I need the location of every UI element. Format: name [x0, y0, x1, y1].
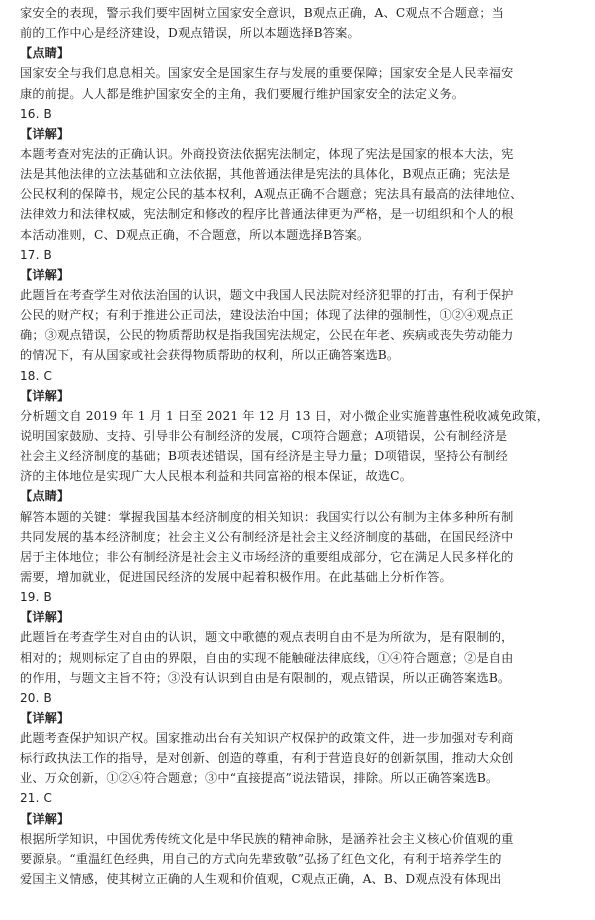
section-heading: 【详解】: [20, 388, 70, 403]
text-line: 公民权利的保障书，规定公民的基本权利，A观点正确不合题意；宪法具有最高的法律地位、: [20, 187, 523, 202]
text-line: 的作用，与题文主旨不符；③没有认识到自由是有限制的，观点错误，所以正确答案选B。: [20, 670, 511, 685]
text-line: 的情况下，有从国家或社会获得物质帮助的权利，所以正确答案选B。: [20, 348, 400, 363]
text-line: 法律效力和法律权威，宪法制定和修改的程序比普通法律更为严格，是一切组织和个人的根: [20, 207, 514, 222]
text-line: 本活动准则，C、D观点正确，不合题意，所以本题选择B答案。: [20, 227, 370, 242]
text-line: 根据所学知识，中国优秀传统文化是中华民族的精神命脉，是涵养社会主义核心价值观的重: [20, 831, 514, 846]
question-number: 18. C: [20, 368, 53, 383]
text-line: 此题考查保护知识产权。国家推动出台有关知识产权保护的政策文件，进一步加强对专利商: [20, 731, 514, 746]
text-line: 要源泉。“重温红色经典，用自己的方式向先辈致敬”弘扬了红色文化，有利于培养学生的: [20, 851, 502, 866]
text-line: 公民的财产权；有利于推进公正司法，建设法治中国；体现了法律的强制性，①②④观点正: [20, 308, 514, 323]
text-line: 家安全的表现，警示我们要牢固树立国家安全意识，B观点正确，A、C观点不合题意；当: [20, 6, 505, 20]
section-heading: 【点睛】: [20, 46, 70, 61]
text-line: 共同发展的基本经济制度；社会主义公有制经济是社会主义经济制度的基础，在国民经济中: [20, 529, 514, 544]
section-heading: 【详解】: [20, 811, 70, 826]
text-line: 前的工作中心是经济建设，D观点错误，所以本题选择B答案。: [20, 26, 360, 41]
text-line: 说明国家鼓励、支持、引导非公有制经济的发展，C项符合题意；A项错误，公有制经济是: [20, 428, 508, 443]
question-number: 20. B: [20, 690, 52, 705]
question-number: 17. B: [20, 247, 52, 262]
text-line: 分析题文自 2019 年 1 月 1 日至 2021 年 12 月 13 日，对小微企业实施普惠性税收减免政策，: [20, 408, 550, 423]
text-line: 国家安全与我们息息相关。国家安全是国家生存与发展的重要保障；国家安全是人民幸福安: [20, 66, 514, 81]
text-line: 居于主体地位；非公有制经济是社会主义市场经济的重要组成部分，它在满足人民多样化的: [20, 549, 514, 564]
text-line: 法是其他法律的立法基础和立法依据，其他普通法律是宪法的具体化，B观点正确；宪法是: [20, 167, 511, 182]
question-number: 21. C: [20, 791, 53, 806]
text-line: 此题旨在考查学生对依法治国的认识，题文中我国人民法院对经济犯罪的打击，有利于保护: [20, 287, 514, 302]
text-line: 相对的；规则标定了自由的界限，自由的实现不能触碰法律底线，①④符合题意；②是自由: [20, 650, 514, 665]
text-line: 确；③观点错误，公民的物质帮助权是指我国宪法规定，公民在年老、疾病或丧失劳动能力: [20, 328, 514, 343]
text-line: 本题考查对宪法的正确认识。外商投资法依据宪法制定，体现了宪法是国家的根本大法，宪: [20, 146, 514, 161]
section-heading: 【详解】: [20, 126, 70, 141]
text-line: 此题旨在考查学生对自由的认识，题文中歌德的观点表明自由不是为所欲为，是有限制的，: [20, 630, 514, 645]
text-line: 解答本题的关键：掌握我国基本经济制度的相关知识：我国实行以公有制为主体多种所有制: [20, 509, 514, 524]
text-line: 爱国主义情感，使其树立正确的人生观和价值观，C观点正确，A、B、D观点没有体现出: [20, 872, 502, 887]
section-heading: 【详解】: [20, 610, 70, 625]
text-line: 济的主体地位是实现广大人民根本利益和共同富裕的根本保证，故选C。: [20, 469, 412, 484]
section-heading: 【点睛】: [20, 489, 70, 504]
text-line: 标行政执法工作的指导，是对创新、创造的尊重，有利于营造良好的创新氛围，推动大众创: [20, 751, 514, 766]
text-line: 业、万众创新，①②④符合题意；③中“直接提高”说法错误，排除。所以正确答案选B。: [20, 771, 499, 786]
section-heading: 【详解】: [20, 710, 70, 725]
question-number: 19. B: [20, 590, 52, 605]
text-line: 社会主义经济制度的基础；B项表述错误，国有经济是主导力量；D项错误，坚持公有制经: [20, 449, 508, 464]
section-heading: 【详解】: [20, 267, 70, 282]
text-line: 康的前提。人人都是维护国家安全的主角，我们要履行维护国家安全的法定义务。: [20, 86, 465, 101]
question-number: 16. B: [20, 106, 52, 121]
text-line: 需要，增加就业，促进国民经济的发展中起着积极作用。在此基础上分析作答。: [20, 569, 452, 584]
